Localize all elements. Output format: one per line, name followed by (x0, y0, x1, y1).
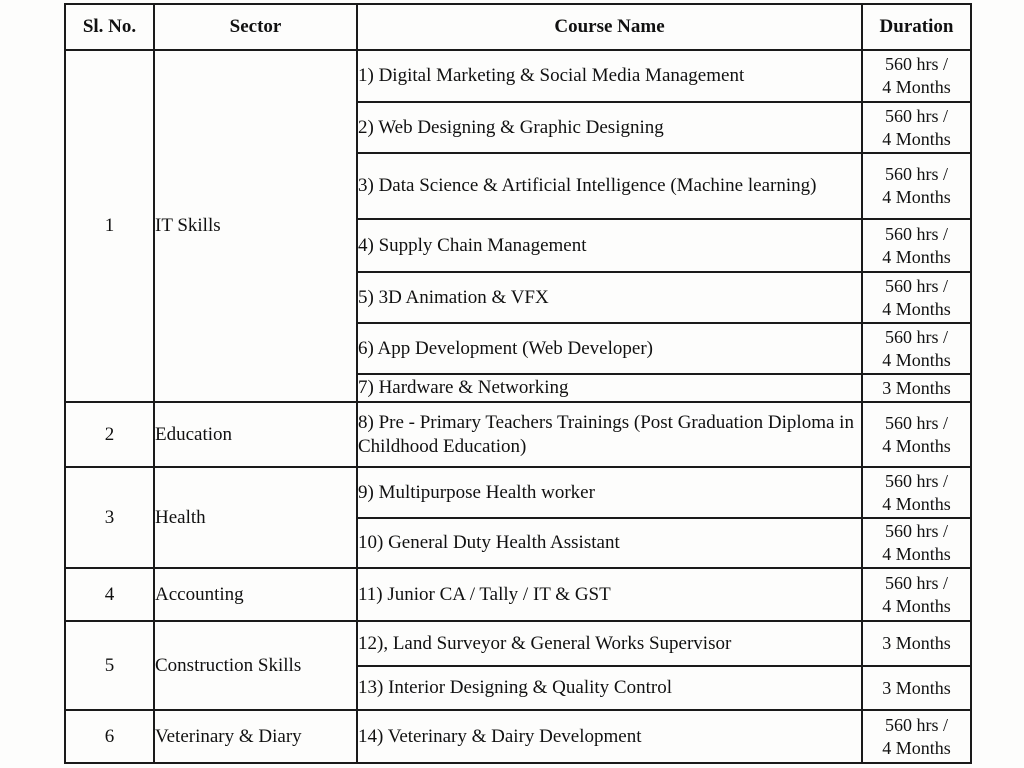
duration-cell (862, 323, 971, 374)
duration-months: 4 Months (882, 349, 951, 370)
table-row (65, 50, 971, 102)
duration-cell (862, 50, 971, 102)
duration-months: 4 Months (882, 595, 951, 616)
table-row (65, 710, 971, 763)
duration-months: 4 Months (882, 298, 951, 319)
sector-cell: Health (154, 467, 357, 568)
duration-hours: 560 hrs / (885, 54, 948, 74)
duration-hours: 560 hrs / (885, 521, 948, 541)
sl-no-cell: 2 (65, 402, 154, 467)
duration-cell (862, 518, 971, 568)
duration-months: 4 Months (882, 493, 951, 514)
header-sector: Sector (154, 4, 357, 50)
course-name-cell: 14) Veterinary & Dairy Development (357, 710, 862, 763)
duration-months: 4 Months (882, 544, 951, 564)
courses-table (64, 3, 972, 764)
duration-months: 4 Months (882, 77, 951, 97)
duration-cell (862, 219, 971, 272)
course-name-cell: 2) Web Designing & Graphic Designing (357, 102, 862, 153)
duration-months: 4 Months (882, 435, 951, 456)
header-course-name: Course Name (357, 4, 862, 50)
header-duration: Duration (862, 4, 971, 50)
duration-months: 3 Months (882, 377, 951, 398)
course-name-cell: 6) App Development (Web Developer) (357, 323, 862, 374)
duration-hours: 560 hrs / (885, 223, 948, 244)
course-name-cell: 3) Data Science & Artificial Intelligence (Machine learning) (357, 153, 862, 219)
duration-cell (862, 102, 971, 153)
duration-months: 3 Months (882, 677, 951, 698)
duration-cell (862, 374, 971, 402)
sl-no-cell: 1 (65, 50, 154, 402)
duration-hours: 560 hrs / (885, 275, 948, 296)
course-name-cell: 11) Junior CA / Tally / IT & GST (357, 568, 862, 621)
sector-cell: IT Skills (154, 50, 357, 402)
duration-months: 4 Months (882, 246, 951, 267)
duration-cell (862, 467, 971, 518)
course-name-cell: 9) Multipurpose Health worker (357, 467, 862, 518)
duration-months: 3 Months (882, 633, 951, 653)
sl-no-cell: 6 (65, 710, 154, 763)
duration-hours: 560 hrs / (885, 412, 948, 433)
course-name-cell: 4) Supply Chain Management (357, 219, 862, 272)
duration-cell (862, 621, 971, 666)
course-name-cell: 7) Hardware & Networking (357, 374, 862, 402)
duration-hours: 560 hrs / (885, 326, 948, 347)
sl-no-cell: 5 (65, 621, 154, 710)
duration-hours: 560 hrs / (885, 164, 948, 184)
course-name-cell: 8) Pre - Primary Teachers Trainings (Post Graduation Diploma in Childhood Education) (357, 402, 862, 467)
table-row (65, 621, 971, 666)
duration-cell (862, 666, 971, 710)
sector-cell: Accounting (154, 568, 357, 621)
duration-cell (862, 568, 971, 621)
duration-cell (862, 402, 971, 467)
duration-months: 4 Months (882, 737, 951, 758)
table-row (65, 467, 971, 518)
sector-cell: Education (154, 402, 357, 467)
duration-cell (862, 272, 971, 323)
table-header-row (65, 4, 971, 50)
header-sl-no: Sl. No. (65, 4, 154, 50)
sl-no-cell: 3 (65, 467, 154, 568)
sl-no-cell: 4 (65, 568, 154, 621)
sector-cell: Construction Skills (154, 621, 357, 710)
duration-hours: 560 hrs / (885, 572, 948, 593)
sector-cell: Veterinary & Diary (154, 710, 357, 763)
table-row (65, 568, 971, 621)
table-row (65, 402, 971, 467)
duration-cell (862, 710, 971, 763)
duration-hours: 560 hrs / (885, 714, 948, 735)
course-name-cell: 12), Land Surveyor & General Works Supervisor (357, 621, 862, 666)
duration-hours: 560 hrs / (885, 470, 948, 491)
duration-hours: 560 hrs / (885, 105, 948, 126)
course-name-cell: 13) Interior Designing & Quality Control (357, 666, 862, 710)
course-name-cell: 1) Digital Marketing & Social Media Management (357, 50, 862, 102)
duration-cell (862, 153, 971, 219)
duration-months: 4 Months (882, 128, 951, 149)
duration-months: 4 Months (882, 187, 951, 207)
course-name-cell: 10) General Duty Health Assistant (357, 518, 862, 568)
course-name-cell: 5) 3D Animation & VFX (357, 272, 862, 323)
